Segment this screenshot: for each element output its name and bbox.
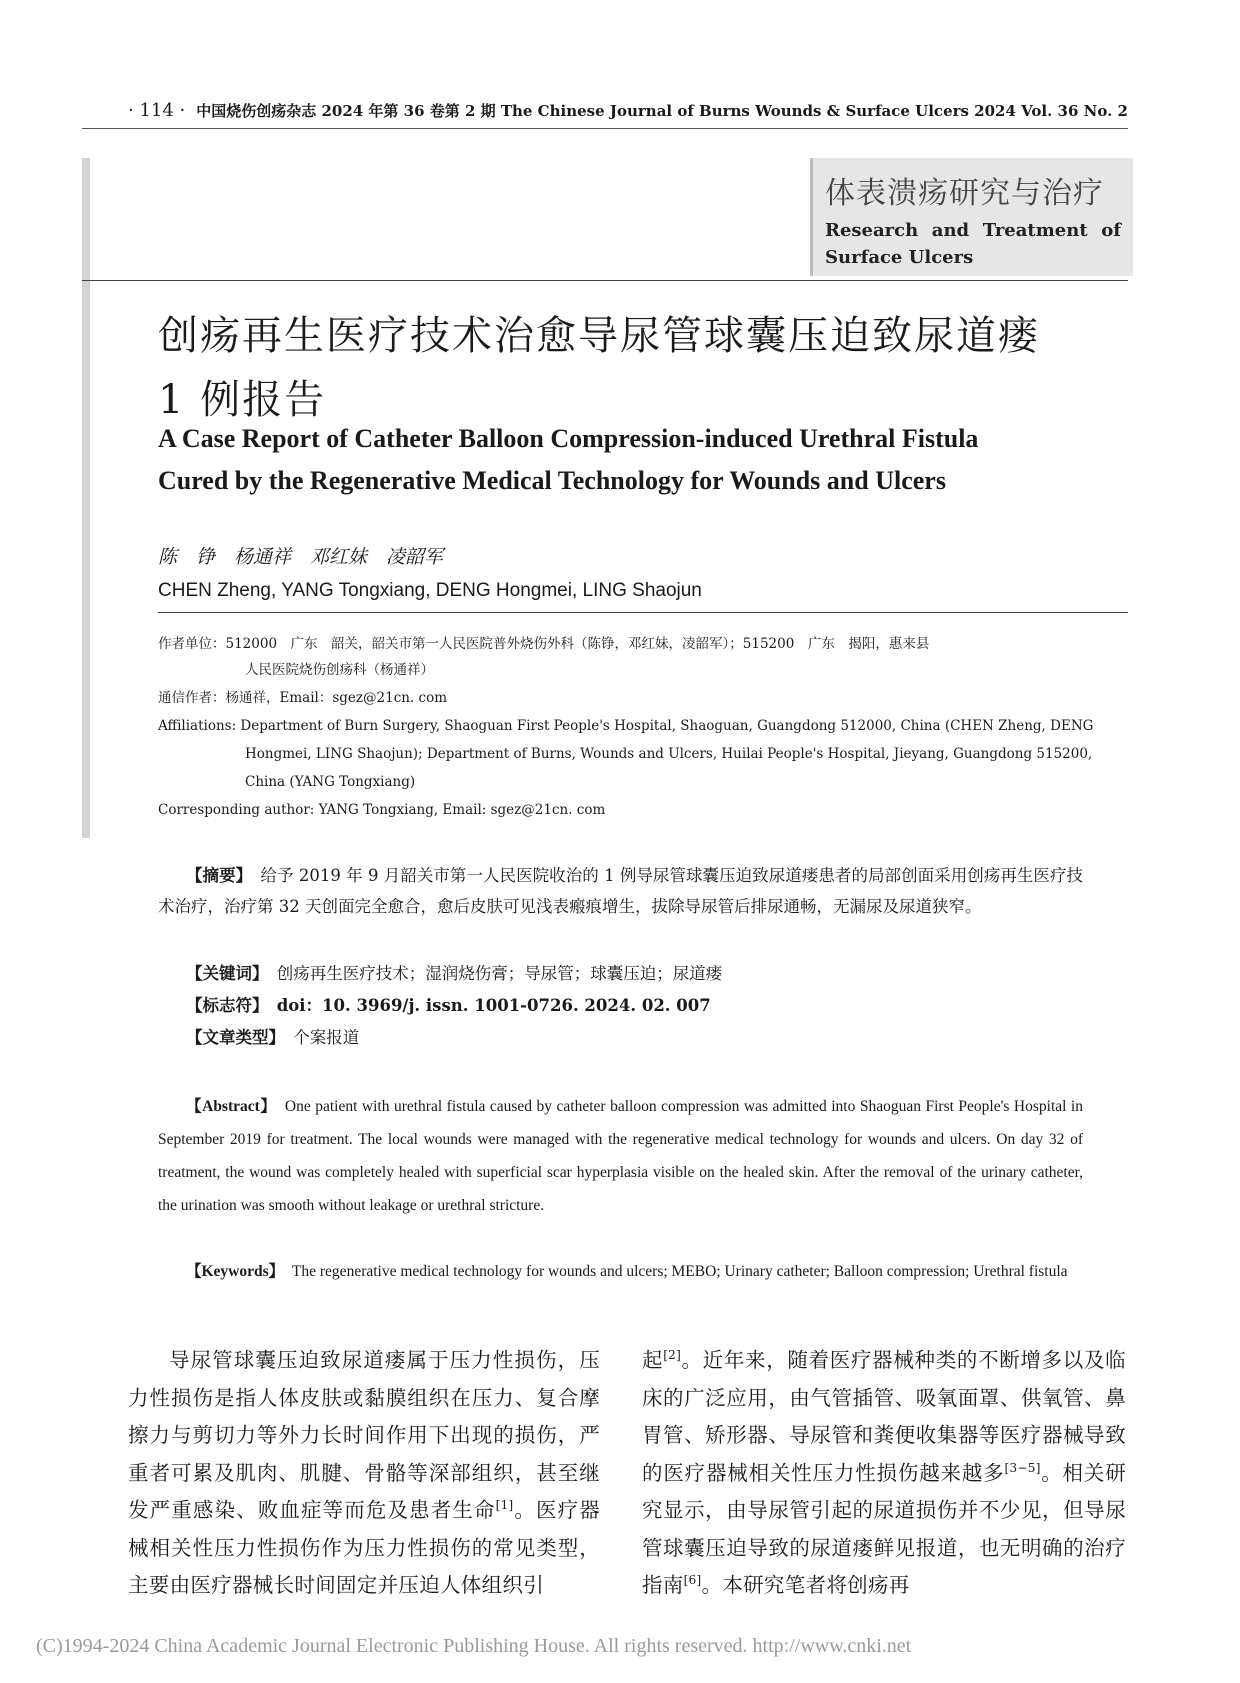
- body-right-text-a: 起: [642, 1348, 664, 1372]
- abstract-en-label: 【Abstract】: [186, 1098, 269, 1115]
- keywords-en: [158, 1255, 1083, 1288]
- keywords-cn-text: 创疡再生医疗技术；湿润烧伤膏；导尿管；球囊压迫；尿道瘘: [260, 964, 723, 983]
- journal-header: 中国烧伤创疡杂志 2024 年第 36 卷第 2 期 The Chinese Journal of Burns Wounds & Surface Ulcers 2024 Vol. 36 No. 2: [196, 102, 1128, 120]
- keywords-en-label: 【Keywords】: [186, 1263, 277, 1280]
- body-right-text-c: 。相关研究显示，由导尿管引起的尿道损伤并不少见，但导尿管球囊压迫导致的尿道瘘鲜见报道，也无明确的治疗指南: [642, 1460, 1126, 1597]
- body-right-text-d: 。本研究笔者将创疡再: [701, 1573, 910, 1597]
- body-right-text-b: 。近年来，随着医疗器械种类的不断增多以及临床的广泛应用，由气管插管、吸氧面罩、供氧管、鼻胃管、矫形器、导尿管和粪便收集器等医疗器械导致的医疗器械相关性压力性损伤越来越多: [642, 1348, 1126, 1485]
- title-cn-line1: 创疡再生医疗技术治愈导尿管球囊压迫致尿道瘘: [158, 313, 1040, 359]
- title-cn-line2: 1 例报告: [158, 377, 327, 423]
- corresponding-author-cn: 通信作者：杨通祥，Email：sgez@21cn. com: [158, 690, 448, 706]
- citation-3: [3−5]: [1004, 1460, 1041, 1475]
- margin-bar: [82, 158, 90, 838]
- page-number: · 114 ·: [128, 100, 186, 121]
- doi-label: 【标志符】: [186, 996, 261, 1015]
- doi-line: [186, 990, 711, 1021]
- section-rule: [82, 280, 1128, 281]
- doi-text: doi：10. 3969/j. issn. 1001-0726. 2024. 02. 007: [260, 996, 711, 1015]
- corresponding-author-en: Corresponding author: YANG Tongxiang, Email: sgez@21cn. com: [158, 802, 606, 818]
- keywords-cn-label: 【关键词】: [186, 964, 261, 983]
- author-rule: [158, 612, 1128, 613]
- affiliation-cn-line2: 人民医院烧伤创疡科（杨通祥）: [245, 662, 434, 678]
- abstract-en: [158, 1090, 1083, 1222]
- keywords-cn: [186, 958, 722, 989]
- authors-en: CHEN Zheng, YANG Tongxiang, DENG Hongmei, LING Shaojun: [158, 580, 702, 601]
- keywords-en-text: The regenerative medical technology for wounds and ulcers; MEBO; Urinary catheter; Balloon compression; Urethral fistula: [276, 1263, 1068, 1280]
- title-en-line2: Cured by the Regenerative Medical Technology for Wounds and Ulcers: [158, 466, 946, 495]
- citation-1: [1]: [495, 1498, 514, 1513]
- column-title-cn: 体表溃疡研究与治疗: [825, 176, 1104, 211]
- body-column-left: [128, 1342, 600, 1605]
- article-type: [186, 1022, 359, 1053]
- affiliation-en-line1: Affiliations: Department of Burn Surgery, Shaoguan First People's Hospital, Shaoguan, Guangdong 512000, China (CHEN Zheng, DENG: [158, 718, 1094, 734]
- copyright-footer: (C)1994-2024 China Academic Journal Electronic Publishing House. All rights reserved. http://www.cnki.net: [36, 1635, 912, 1657]
- abstract-en-text: One patient with urethral fistula caused by catheter balloon compression was admitted into Shaoguan First People's Hospital in September 2019 for treatment. The local wounds were managed with the regenerative medical technology for wounds and ulcers. On day 32 of treatment, the wound was completely healed with superficial scar hyperplasia visible on the healed skin. After the removal of the urinary catheter, the urination was smooth without leakage or urethral stricture.: [158, 1098, 1083, 1214]
- header-rule: [82, 128, 1128, 129]
- column-title-en-line2: Surface Ulcers: [825, 247, 974, 268]
- article-type-text: 个案报道: [276, 1028, 360, 1047]
- abstract-cn-label: 【摘要】: [186, 866, 244, 885]
- column-badge: [810, 158, 1133, 276]
- body-column-right: [642, 1342, 1126, 1605]
- column-title-en-line1: Research and Treatment of: [825, 220, 1121, 241]
- title-en-line1: A Case Report of Catheter Balloon Compression-induced Urethral Fistula: [158, 424, 979, 453]
- citation-4: [6]: [683, 1573, 702, 1588]
- article-type-label: 【文章类型】: [186, 1028, 277, 1047]
- abstract-cn-text: 给予 2019 年 9 月韶关市第一人民医院收治的 1 例导尿管球囊压迫致尿道瘘患者的局部创面采用创疡再生医疗技术治疗，治疗第 32 天创面完全愈合，愈后皮肤可见浅表瘢痕增生，拔除导尿管后排尿通畅，无漏尿及尿道狭窄。: [158, 866, 1083, 916]
- affiliation-cn-line1: 作者单位：512000 广东 韶关，韶关市第一人民医院普外烧伤外科（陈铮，邓红妹，凌韶军）；515200 广东 揭阳，惠来县: [158, 636, 930, 652]
- abstract-cn: [158, 860, 1083, 922]
- body-left-text-b: 。医疗器械相关性压力性损伤作为压力性损伤的常见类型，主要由医疗器械长时间固定并压迫人体组织引: [128, 1498, 600, 1597]
- authors-cn: 陈 铮 杨通祥 邓红妹 凌韶军: [158, 546, 444, 568]
- affiliation-en-line3: China (YANG Tongxiang): [245, 774, 416, 790]
- affiliation-en-line2: Hongmei, LING Shaojun); Department of Burns, Wounds and Ulcers, Huilai People's Hospital, Jieyang, Guangdong 515200,: [245, 746, 1093, 762]
- citation-2: [2]: [663, 1348, 682, 1363]
- body-left-text-a: 导尿管球囊压迫致尿道瘘属于压力性损伤，压力性损伤是指人体皮肤或黏膜组织在压力、复合摩擦力与剪切力等外力长时间作用下出现的损伤，严重者可累及肌肉、肌腱、骨骼等深部组织，甚至继发严重感染、败血症等而危及患者生命: [128, 1348, 600, 1522]
